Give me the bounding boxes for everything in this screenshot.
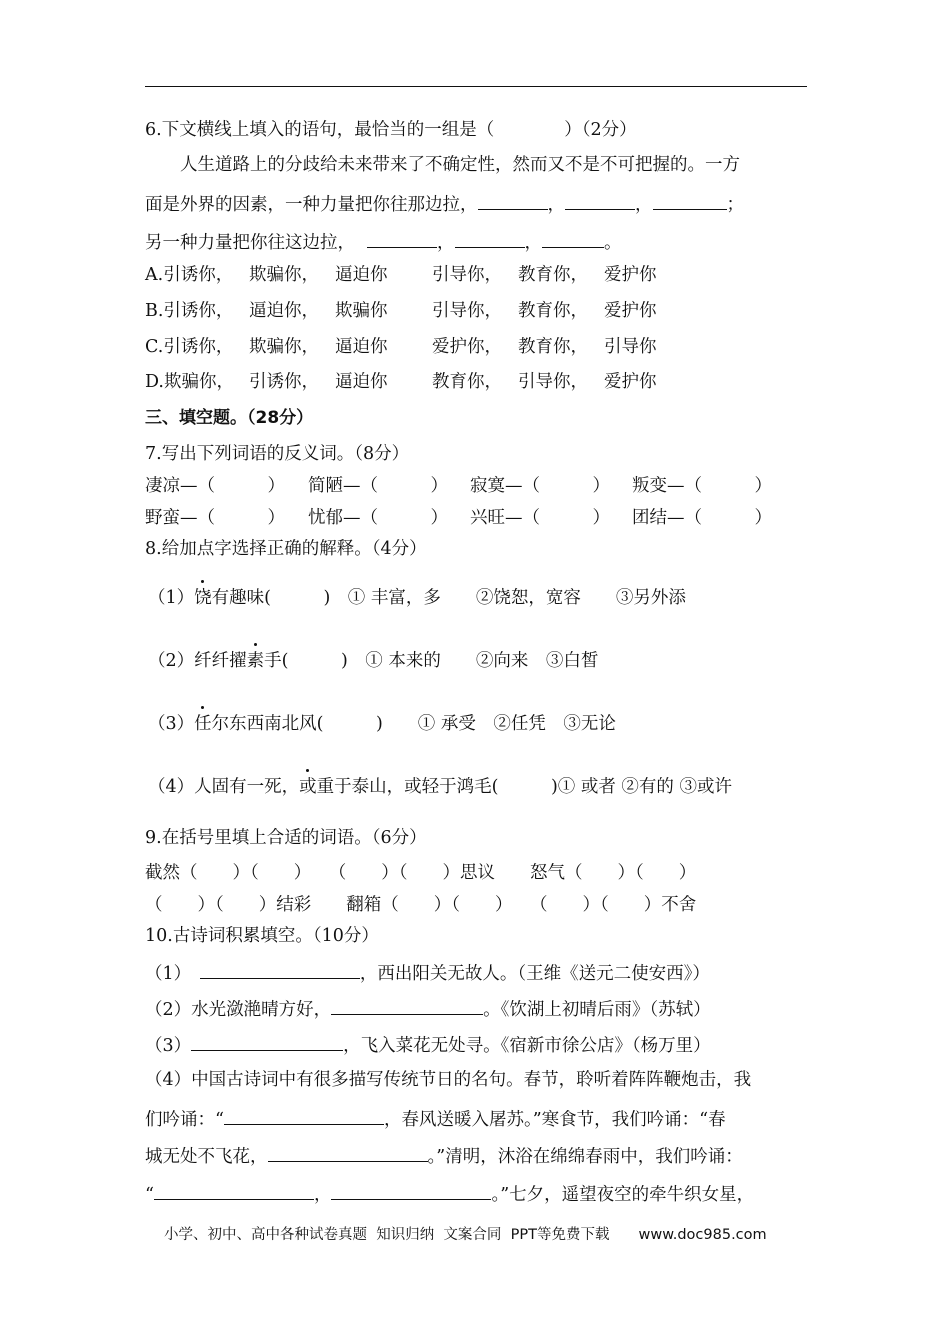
q7-item[interactable]: 叛变—（ ）: [632, 476, 772, 496]
q7-item[interactable]: 团结—（ ）: [632, 508, 772, 528]
blank[interactable]: [224, 1106, 384, 1125]
header-rule: [145, 86, 807, 87]
q8-item-1[interactable]: （1）饶有趣味( ) ① 丰富，多 ②饶恕，宽容 ③另外添: [148, 588, 686, 608]
q7-stem: 7.写出下列词语的反义词。（8分）: [145, 444, 410, 464]
q10-line-1: （1） ，西出阳关无故人。（王维《送元二使安西》）: [145, 960, 710, 986]
q7-item[interactable]: 寂寞—（ ）: [470, 476, 610, 496]
q6-passage-line-3: 另一种力量把你往这边拉， ， ， 。: [145, 229, 622, 255]
q9-row-2[interactable]: （ ）（ ）结彩 翻箱（ ）（ ） （ ）（ ）不舍: [145, 895, 697, 915]
blank[interactable]: [653, 191, 727, 210]
blank[interactable]: [154, 1181, 314, 1200]
q8-item-4[interactable]: （4）人固有一死，或重于泰山，或轻于鸿毛( )① 或者 ②有的 ③或许: [148, 777, 732, 797]
blank[interactable]: [455, 229, 525, 248]
blank[interactable]: [542, 229, 604, 248]
dotted-char: 或: [299, 777, 317, 797]
q6-stem: 6.下文横线上填入的语句，最恰当的一组是（ ）（2分）: [145, 120, 637, 140]
blank[interactable]: [191, 1032, 343, 1051]
q10-line-7: “ ， 。”七夕，遥望夜空的牵牛织女星，: [145, 1181, 754, 1207]
dotted-char: 素: [246, 651, 265, 671]
q7-item[interactable]: 简陋—（ ）: [308, 476, 448, 496]
blank[interactable]: [331, 996, 483, 1015]
q10-stem: 10.古诗词积累填空。（10分）: [145, 926, 379, 946]
q7-item[interactable]: 凄凉—（ ）: [145, 476, 285, 496]
q10-line-2: （2）水光潋滟晴方好， 。《饮湖上初晴后雨》（苏轼）: [145, 996, 711, 1022]
q10-line-5: 们吟诵：“ ，春风送暖入屠苏。”寒食节，我们吟诵：“春: [145, 1106, 726, 1132]
q7-item[interactable]: 忧郁—（ ）: [308, 508, 448, 528]
blank[interactable]: [367, 229, 437, 248]
blank[interactable]: [565, 191, 635, 210]
q10-line-4: （4）中国古诗词中有很多描写传统节日的名句。春节，聆听着阵阵鞭炮击，我: [145, 1070, 752, 1090]
q9-stem: 9.在括号里填上合适的词语。（6分）: [145, 828, 427, 848]
dotted-char: 饶: [194, 588, 212, 608]
q8-item-3[interactable]: （3）任尔东西南北风( ) ① 承受 ②任凭 ③无论: [148, 714, 616, 734]
blank[interactable]: [200, 960, 360, 979]
q10-line-6: 城无处不飞花， 。”清明，沐浴在绵绵春雨中，我们吟诵：: [145, 1143, 743, 1169]
q6-passage-line-2: 面是外界的因素，一种力量把你往那边拉， ， ， ；: [145, 191, 744, 217]
q10-line-3: （3） ，飞入菜花无处寻。《宿新市徐公店》（杨万里）: [145, 1032, 711, 1058]
q7-item[interactable]: 兴旺—（ ）: [470, 508, 610, 528]
q9-row-1[interactable]: 截然（ ）（ ） （ ）（ ）思议 怒气（ ）（ ）: [145, 863, 697, 883]
section-title: 三、填空题。（28分）: [145, 408, 314, 428]
q8-stem: 8.给加点字选择正确的解释。（4分）: [145, 539, 427, 559]
blank[interactable]: [331, 1181, 491, 1200]
q6-passage-line-1: 人生道路上的分歧给未来带来了不确定性，然而又不是不可把握的。一方: [145, 155, 740, 175]
q7-item[interactable]: 野蛮—（ ）: [145, 508, 285, 528]
q8-item-2[interactable]: （2）纤纤擢素手( ) ① 本来的 ②向来 ③白皙: [148, 651, 599, 671]
footer-banner[interactable]: 小学、初中、高中各种试卷真题 知识归纳 文案合同 PPT等免费下载 www.doc985.com: [164, 1227, 767, 1243]
blank[interactable]: [268, 1143, 428, 1162]
dotted-char: 任: [194, 714, 212, 734]
blank[interactable]: [478, 191, 548, 210]
